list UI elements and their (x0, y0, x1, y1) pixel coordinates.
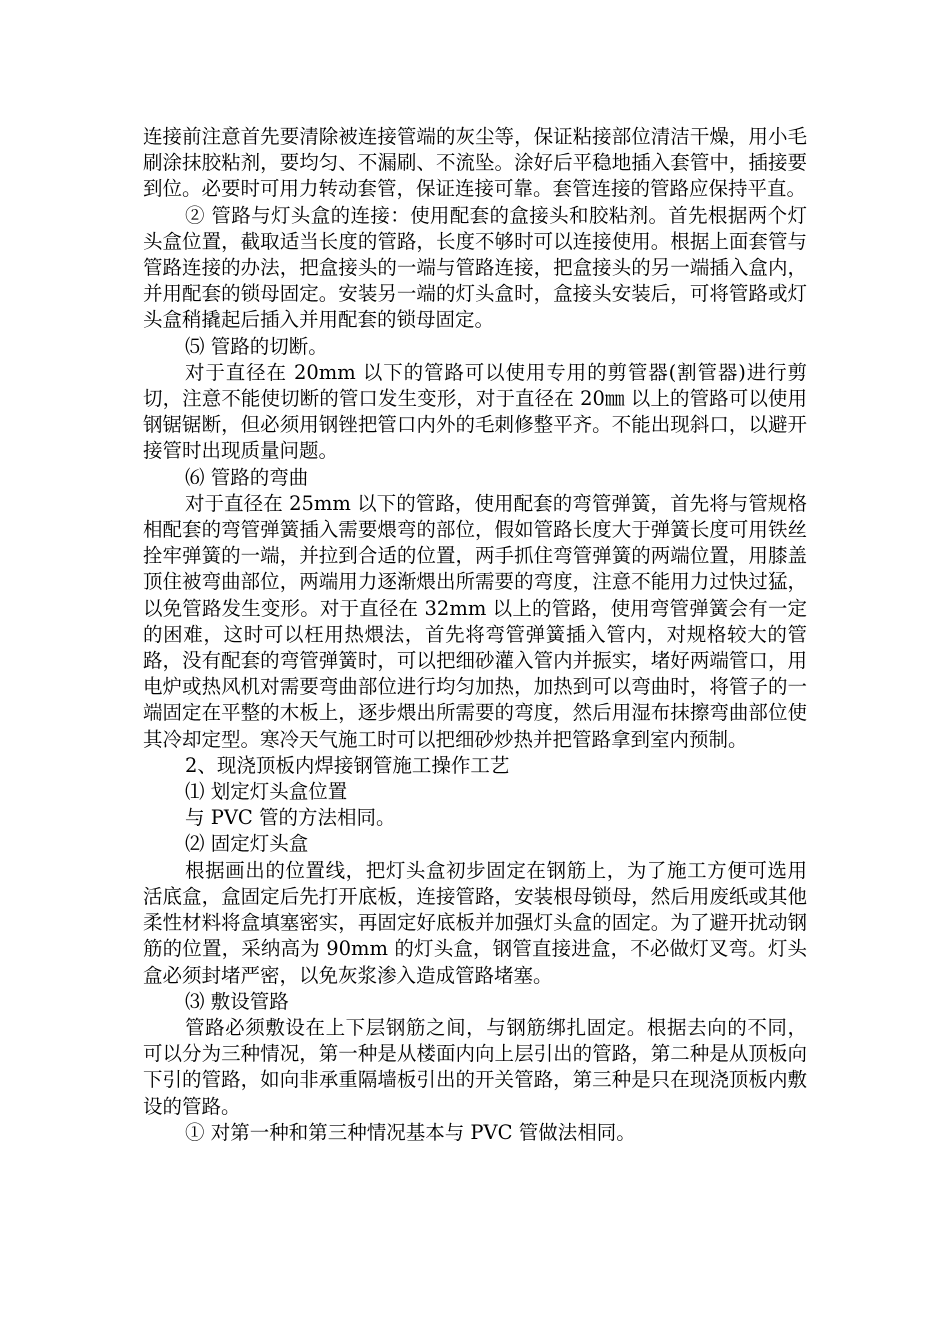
paragraph-case-1-3: ① 对第一种和第三种情况基本与 PVC 管做法相同。 (185, 1120, 636, 1144)
paragraph-bending: 对于直径在 25mm 以下的管路，使用配套的弯管弹簧，首先将与管规格相配套的弯管弹簧插入需要煨弯的部位，假如管路长度大于弹簧长度可用铁丝拴牢弹簧的一端，并拉到合适的位置，两手抓住弯管弹簧的两端位置，用膝盖顶住被弯曲部位，两端用力逐渐煨出所需要的弯度，注意不能用力过快过猛，以免管路发生变形。对于直径在 32mm 以上的管路，使用弯管弹簧会有一定的困难，这时可以枉用热煨法，首先将弯管弹簧插入管内，对规格较大的管路，没有配套的弯管弹簧时，可以把细砂灌入管内并振实，堵好两端管口，用电炉或热风机对需要弯曲部位进行均匀加热，加热到可以弯曲时，将管子的一端固定在平整的木板上，逐步煨出所需要的弯度，然后用湿布抹擦弯曲部位使其冷却定型。寒冷天气施工时可以把细砂炒热并把管路拿到室内预制。 (143, 491, 807, 751)
paragraph-1: 连接前注意首先要清除被连接管端的灰尘等，保证粘接部位清洁干燥，用小毛刷涂抹胶粘剂，要均匀、不漏刷、不流坠。涂好后平稳地插入套管中，插接要到位。必要时可用力转动套管，保证连接可靠。套管连接的管路应保持平直。 (143, 125, 807, 201)
paragraph-lay-pipe: 管路必须敷设在上下层钢筋之间，与钢筋绑扎固定。根据去向的不同，可以分为三种情况，第一种是从楼面内向上层引出的管路，第二种是从顶板向下引的管路，如向非承重隔墙板引出的开关管路，第三种是只在现浇顶板内敷设的管路。 (143, 1015, 807, 1118)
heading-6-bending: ⑹ 管路的弯曲 (185, 465, 309, 489)
section-heading-2: 2、现浇顶板内焊接钢管施工操作工艺 (185, 753, 510, 777)
heading-5-cutting: ⑸ 管路的切断。 (185, 334, 328, 358)
paragraph-fix-box: 根据画出的位置线，把灯头盒初步固定在钢筋上，为了施工方便可选用活底盒，盒固定后先打开底板，连接管路，安装根母锁母，然后用废纸或其他柔性材料将盒填塞密实，再固定好底板并加强灯头盒的固定。为了避开扰动钢筋的位置，采纳高为 90mm 的灯头盒，钢管直接进盒，不必做灯叉弯。灯头盒必须封堵严密，以免灰浆渗入造成管路堵塞。 (143, 858, 807, 987)
heading-3-lay-pipe: ⑶ 敷设管路 (185, 989, 289, 1013)
paragraph-cutting: 对于直径在 20mm 以下的管路可以使用专用的剪管器(割管器)进行剪切，注意不能使切断的管口发生变形，对于直径在 20㎜ 以上的管路可以使用钢锯锯断，但必须用钢锉把管口内外的毛刺修整平齐。不能出现斜口，以避开接管时出现质量问题。 (143, 360, 807, 463)
paragraph-position: 与 PVC 管的方法相同。 (185, 806, 396, 830)
document-body (143, 124, 807, 1146)
heading-1-position: ⑴ 划定灯头盒位置 (185, 780, 348, 804)
paragraph-2: ② 管路与灯头盒的连接：使用配套的盒接头和胶粘剂。首先根据两个灯头盒位置，截取适当长度的管路，长度不够时可以连接使用。根据上面套管与管路连接的办法，把盒接头的一端与管路连接，把盒接头的另一端插入盒内，并用配套的锁母固定。安装另一端的灯头盒时，盒接头安装后，可将管路或灯头盒稍撬起后插入并用配套的锁母固定。 (143, 203, 807, 332)
heading-2-fix-box: ⑵ 固定灯头盒 (185, 832, 309, 856)
